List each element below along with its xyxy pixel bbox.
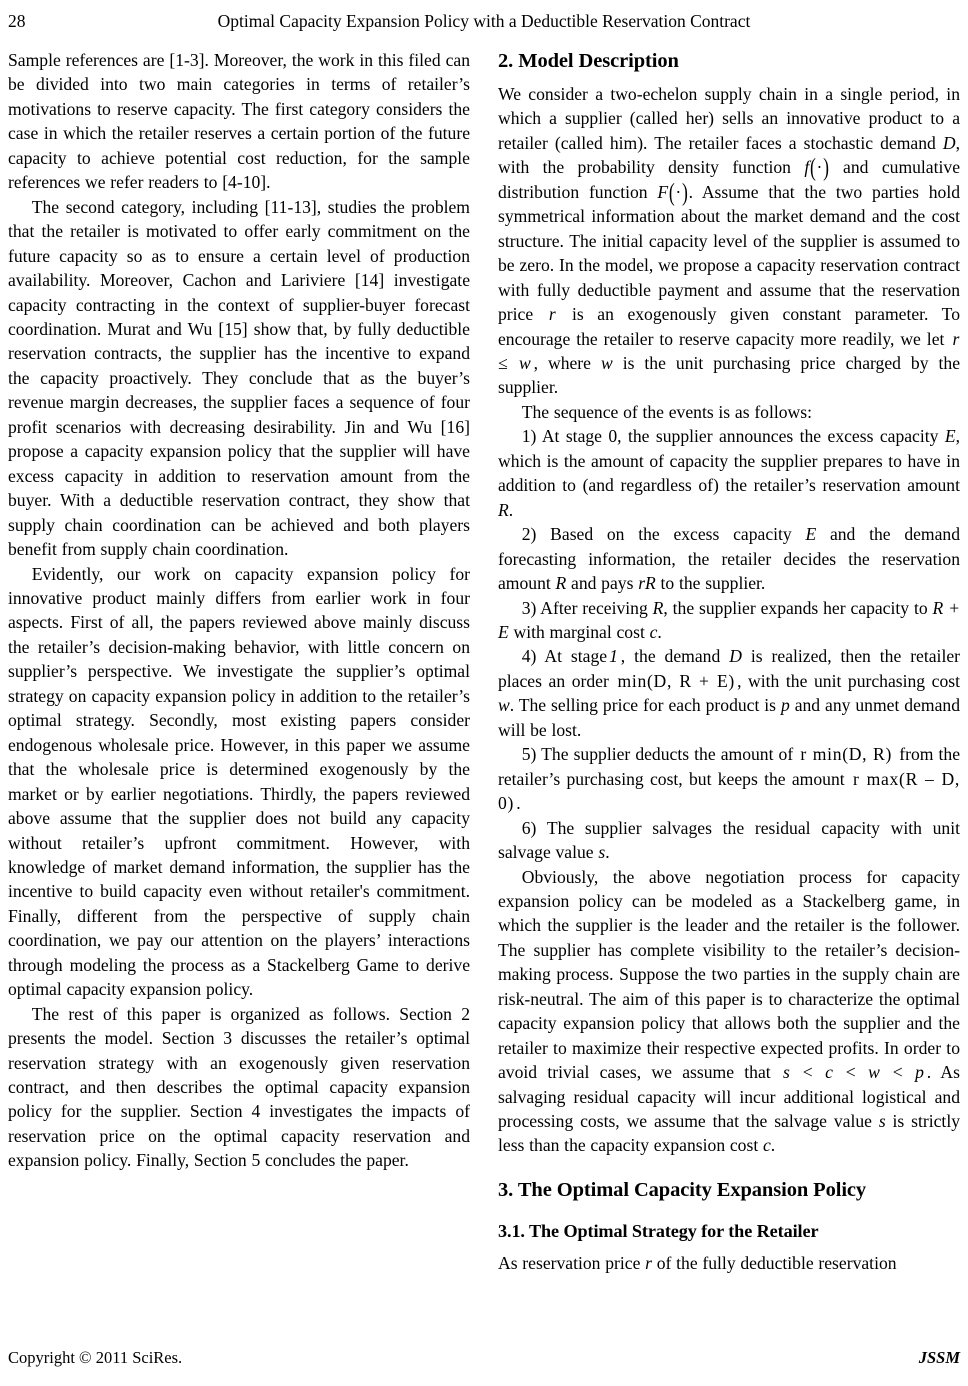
text-run: , with the probability density function xyxy=(498,132,960,178)
paragraph-step-4 xyxy=(498,644,960,742)
text-run: 2) Based on the excess capacity xyxy=(521,524,806,545)
inequality-s-c-w-p: s < c < w < p xyxy=(783,1062,925,1083)
text-run: Obviously, the above negotiation process for capacity expansion policy can be modeled as a Stackelberg game, in which the supplier is the leader and the retailer is the follower. The supplier has complete visibility to the retailer’s decision-making process. Suppose the two parties in the supply chain are risk-neutral. The aim of this paper is to characterize the optimal capacity expansion policy that allows both the supplier and the retailer to maximize their respective expected profits. In order to avoid trivial cases, we assume that xyxy=(498,866,960,1083)
copyright-notice: Copyright © 2011 SciRes. xyxy=(8,1348,183,1367)
symbol-excess-capacity: E xyxy=(805,524,817,545)
paragraph-step-5 xyxy=(498,742,960,815)
symbol-expansion-cost: c xyxy=(762,1135,771,1156)
text-run: 5) The supplier deducts the amount of xyxy=(521,744,799,765)
journal-abbreviation: JSSM xyxy=(918,1348,960,1367)
text-run: , the supplier expands her capacity to xyxy=(663,597,933,618)
right-column xyxy=(498,48,960,1313)
page-number: 28 xyxy=(8,11,26,31)
paragraph-step-2 xyxy=(498,522,960,595)
paragraph-second-category: The second category, including [11-13], studies the problem that the retailer is motivated to offer early commitment on the future capacity so as to ensure a certain level of production availability. Moreover, Cachon and Lariviere [14] investigate capacity contracting in the context of supplier-buyer forecast coordination. Murat and Wu [15] show that, by fully deductible reservation contracts, the supplier has the incentive to expand the capacity proactively. They conclude that as the buyer’s revenue margin decreases, the supplier faces a sequence of four profit scenarios with decreasing desirability. Jin and Wu [16] propose a capacity expansion policy that the supplier will have excess capacity in addition to reservation amount from the buyer. With a deductible reservation contract, they show that supply chain coordination can be achieved and both players benefit from supply chain coordination. xyxy=(8,196,470,560)
symbol-reservation-amount: R xyxy=(652,597,664,618)
text-run: . xyxy=(508,499,514,520)
symbol-reservation-amount: R xyxy=(555,573,567,594)
section-heading-3: 3. The Optimal Capacity Expansion Policy xyxy=(498,1178,867,1201)
paragraph-step-6 xyxy=(498,816,960,865)
paragraph-sequence-lead: The sequence of the events is as follows: xyxy=(521,401,812,422)
paragraph-organization: The rest of this paper is organized as follows. Section 2 presents the model. Section 3 discusses the retailer’s optimal reservation strategy with an exogenously given reservation contract, and then describes the optimal capacity expansion policy for the supplier. Section 4 investigates the impacts of reservation price on the optimal capacity reservation and expansion policy. Finally, Section 5 concludes the paper. xyxy=(8,1003,470,1171)
symbol-demand: D xyxy=(942,132,956,153)
text-run: 4) At stage xyxy=(521,646,608,667)
text-run: 1) At stage 0, the supplier announces the excess capacity xyxy=(521,426,945,447)
left-column xyxy=(8,48,470,1313)
text-run: and pays xyxy=(566,573,639,594)
symbol-wholesale-price: w xyxy=(600,352,613,373)
text-run: . The selling price for each product is xyxy=(509,695,781,716)
expression-min-order: min(D, R + E) xyxy=(617,670,735,691)
paragraph-step-1 xyxy=(498,424,960,522)
paragraph-step-3 xyxy=(498,596,960,645)
symbol-excess-capacity: E xyxy=(944,426,956,447)
text-run: . xyxy=(657,621,662,642)
text-run: and the demand forecasting information, the retailer decides the reservation amount xyxy=(498,524,961,594)
text-run: , with the unit purchasing cost xyxy=(737,670,961,691)
paragraph-continued: Sample references are [1-3]. Moreover, the work in this filed can be divided into two main categories in terms of retailer’s motivations to reserve capacity. The first category considers the case in which the retailer reserves a certain portion of the future capacity to achieve potential cost reduction, for the sample references we refer readers to [4-10]. xyxy=(8,50,470,193)
text-run: . xyxy=(770,1135,776,1156)
text-run: . Assume that the two parties hold symmetrical information about the market demand and the cost structure. The initial capacity level of the supplier is assumed to be zero. In the model, we propose a capacity reservation contract with fully deductible payment and assume that the reservation price xyxy=(498,181,961,325)
paragraph-retailer-strategy xyxy=(498,1251,960,1275)
running-head xyxy=(8,8,960,34)
text-run: As reservation price xyxy=(498,1252,646,1273)
text-run: is the unit purchasing price charged by the supplier. xyxy=(498,352,960,398)
inequality-r-le-w: r ≤ w xyxy=(498,328,960,373)
expression-r-min-d-r: r min(D, R) xyxy=(800,744,893,765)
text-run: 6) The supplier salvages the residual capacity with unit salvage value xyxy=(498,817,960,863)
expression-rR: rR xyxy=(638,573,656,594)
page-footer xyxy=(8,1346,960,1370)
expression-r-max-r-minus-d: r max(R – D, 0) xyxy=(498,768,960,814)
text-run: and any unmet demand will be lost. xyxy=(498,695,960,740)
subsection-heading-3-1: 3.1. The Optimal Strategy for the Retailer xyxy=(498,1220,819,1241)
text-run: We consider a two-echelon supply chain in a single period, in which a supplier (called her) sells an innovative product to a retailer (called him). The retailer faces a stochastic demand xyxy=(498,84,960,153)
symbol-pdf: f xyxy=(804,157,810,178)
running-title: Optimal Capacity Expansion Policy with a Deductible Reservation Contract xyxy=(217,11,751,31)
text-run: . xyxy=(516,793,521,814)
symbol-reservation-price: r xyxy=(548,304,557,325)
text-run: , the demand xyxy=(620,646,730,667)
symbol-salvage-value: s xyxy=(878,1111,886,1132)
symbol-reservation-amount: R xyxy=(498,499,509,520)
text-run: 3) After receiving xyxy=(521,597,653,618)
two-column-body xyxy=(8,48,960,1313)
text-run: and cumulative distribution function xyxy=(498,157,961,202)
symbol-reservation-price: r xyxy=(645,1252,652,1273)
paragraph-contributions: Evidently, our work on capacity expansion policy for innovative product mainly differs from earlier work in four aspects. First of all, the papers reviewed above mainly discuss the retailer’s decision-making behavior, with little concern on supplier’s perspective. We investigate the supplier’s optimal strategy on capacity expansion policy in addition to the retailer’s optimal strategy. Secondly, most existing papers consider endogenous wholesale price. However, in this paper we assume that the wholesale price is determined exogenously by the market or by earlier negotiations. Thirdly, the papers reviewed above assume that the supplier does not build any capacity without retailer’s upfront commitment. However, with knowledge of market demand information, the supplier has the incentive to build capacity even without retailer's commitment. Finally, different from the perspective of supply chain coordination, we pay our attention on the players’ interactions through modeling the process as a Stackelberg Game to derive optimal capacity expansion policy. xyxy=(8,563,470,1000)
text-run: . As salvaging residual capacity will incur additional logistical and processing costs, we assume that the salvage value xyxy=(498,1062,960,1132)
section-heading-2: 2. Model Description xyxy=(498,50,679,72)
text-run: . xyxy=(605,842,610,863)
symbol-salvage-value: s xyxy=(598,842,606,863)
text-run: is strictly less than the capacity expansion cost xyxy=(498,1111,961,1156)
text-run: , which is the amount of capacity the supplier prepares to have in addition to (and regardless of) the retailer’s reservation amount xyxy=(498,426,960,496)
expression-r-plus-e: R + E xyxy=(498,597,960,642)
text-run: of the fully deductible reservation xyxy=(651,1252,897,1273)
text-run: with marginal cost xyxy=(508,621,650,642)
paragraph-stackelberg xyxy=(498,865,960,1158)
symbol-wholesale-price: w xyxy=(498,695,510,716)
text-run: from the retailer’s purchasing cost, but keeps the amount xyxy=(498,744,961,789)
symbol-cdf: F xyxy=(657,181,669,202)
symbol-stage-number: 1 xyxy=(609,646,619,667)
symbol-marginal-cost: c xyxy=(649,621,658,642)
text-run: is an exogenously given constant parameter. To encourage the retailer to reserve capacity more readily, we let xyxy=(498,304,960,349)
symbol-selling-price: p xyxy=(780,695,790,716)
text-run: , where xyxy=(533,352,601,373)
text-run: to the supplier. xyxy=(655,573,766,594)
text-run: is realized, then the retailer places an order xyxy=(498,646,960,691)
symbol-demand: D xyxy=(729,646,742,667)
paragraph-model-intro: We consider a two-echelon supply chain in a single period, in which a supplier (called her) sells an innovative product to a retailer (called him). The retailer faces a stochastic demand D, with the probability density function f(·) and cumulative distribution function F(·). Assume that the two parties hold symmetrical information about the market demand and the cost structure. The initial capacity level of the supplier is assumed to be zero. In the model, we propose a capacity reservation contract with fully deductible payment and assume that the reservation price r is an exogenously given constant parameter. To encourage the retailer to reserve capacity more readily, we let r ≤ w , where w is the unit purchasing price charged by the supplier. xyxy=(498,84,961,398)
